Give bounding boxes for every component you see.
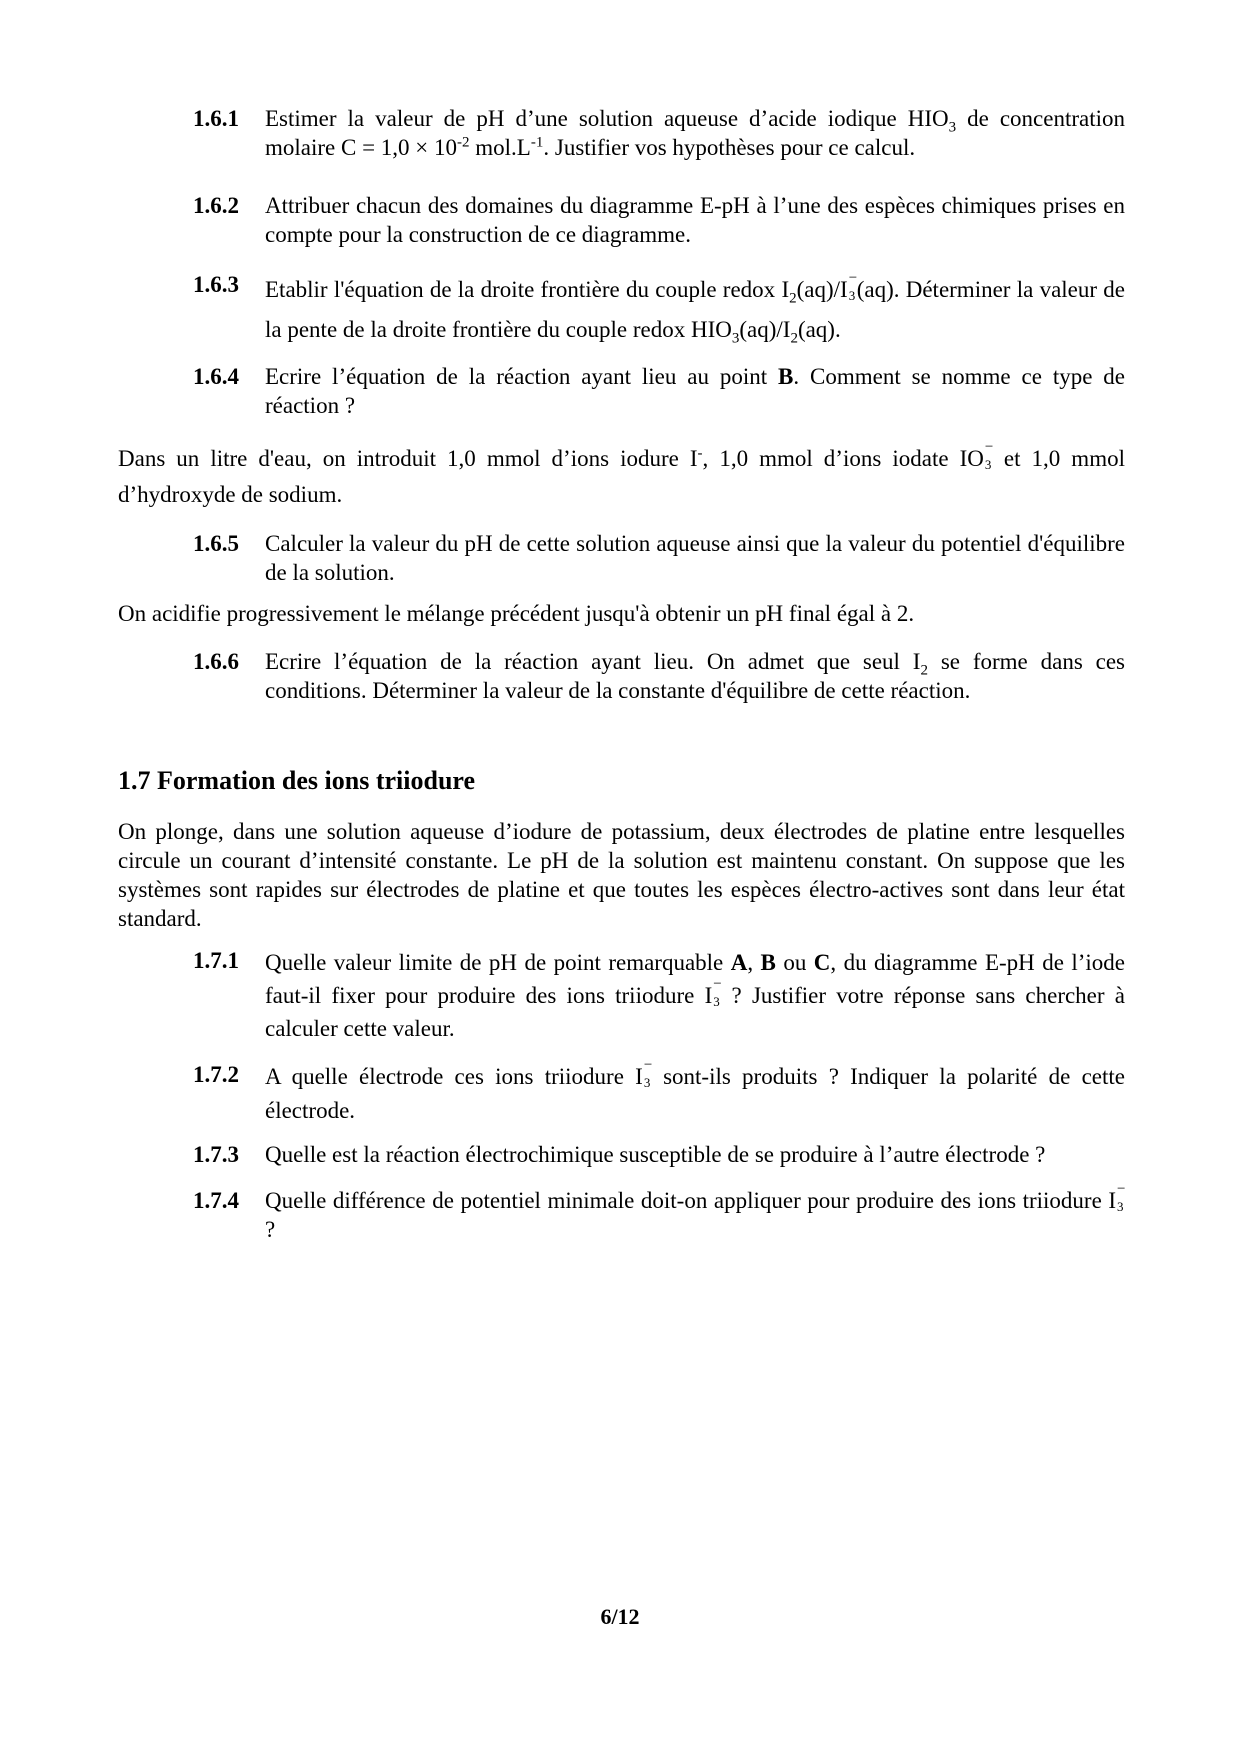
question-text: Etablir l'équation de la droite frontière du couple redox $I_2(aq)/I$ − 3 (aq). Déterminer la valeur de la pente de la droite frontière du couple redox $HIO_3(aq)/I_2(aq)$.	[265, 270, 1126, 347]
question-number: 1.7.3	[193, 1142, 239, 1167]
question-1-6-5	[193, 529, 1125, 587]
question-number: 1.6.2	[193, 193, 239, 218]
paragraph-experiment-description: On plonge, dans une solution aqueuse d’iodure de potassium, deux électrodes de platine entre lesquelles circule un courant d’intensité constante. Le pH de la solution est maintenu constant. On suppose que les systèmes sont rapides sur électrodes de platine et que toutes les espèces électro-actives sont dans leur état standard.	[118, 819, 1125, 931]
page-number: 6/12	[600, 1604, 640, 1629]
question-1-6-2	[193, 191, 1125, 249]
section-heading: 1.7 Formation des ions triiodure	[118, 766, 476, 795]
paragraph-solution-preparation: Dans un litre d'eau, on introduit 1,0 mmol d’ions iodure I-, 1,0 mmol d’ions iodate IO − 3 et 1,0 mmol d’hydroxyde de sodium.	[118, 439, 1125, 507]
paragraph-acidification: On acidifie progressivement le mélange précédent jusqu'à obtenir un pH final égal à 2.	[118, 601, 915, 626]
question-text: Ecrire l’équation de la réaction ayant lieu au point B. Comment se nomme ce type de réaction ?	[265, 364, 1126, 418]
question-1-7-2	[193, 1057, 1125, 1128]
question-1-6-1	[193, 104, 1125, 162]
question-text: Quelle différence de potentiel minimale doit-on appliquer pour produire des ions triiodure I − 3 ?	[265, 1181, 1126, 1242]
question-number: 1.6.5	[193, 531, 239, 556]
question-1-7-1	[193, 946, 1125, 1045]
question-text: Quelle valeur limite de pH de point remarquable A, B ou C, du diagramme E-pH de l’iode faut-il fixer pour produire des ions triiodure I − 3 ? Justifier votre réponse sans chercher à calculer cette valeur.	[265, 950, 1126, 1041]
question-text: Estimer la valeur de pH d’une solution aqueuse d’acide iodique $HIO_3$ de concentration molaire $C = 1,0 \times 10^{-2}$ $mol.L^{-1}$. Justifier vos hypothèses pour ce calcul.	[265, 106, 1125, 160]
question-text: Attribuer chacun des domaines du diagramme E-pH à l’une des espèces chimiques prises en compte pour la construction de ce diagramme.	[265, 193, 1125, 247]
question-number: 1.6.3	[193, 272, 239, 297]
question-text: A quelle électrode ces ions triiodure I − 3 sont-ils produits ? Indiquer la polarité de cette électrode.	[265, 1057, 1125, 1123]
question-1-6-4	[193, 362, 1125, 420]
question-text: Ecrire l’équation de la réaction ayant lieu. On admet que seul $I_2$ se forme dans ces conditions. Déterminer la valeur de la constante d'équilibre de cette réaction.	[265, 649, 1125, 703]
question-1-6-6	[193, 647, 1125, 705]
question-number: 1.6.6	[193, 649, 239, 674]
question-1-6-3	[193, 270, 1125, 350]
question-1-7-3	[193, 1140, 1125, 1169]
question-number: 1.7.1	[193, 948, 239, 973]
question-number: 1.6.4	[193, 364, 239, 389]
question-number: 1.7.2	[193, 1062, 239, 1087]
question-number: 1.7.4	[193, 1188, 239, 1213]
question-text: Quelle est la réaction électrochimique susceptible de se produire à l’autre électrode ?	[265, 1142, 1046, 1167]
question-number: 1.6.1	[193, 106, 239, 131]
question-1-7-4	[193, 1181, 1126, 1244]
question-text: Calculer la valeur du pH de cette solution aqueuse ainsi que la valeur du potentiel d'équilibre de la solution.	[265, 531, 1125, 585]
